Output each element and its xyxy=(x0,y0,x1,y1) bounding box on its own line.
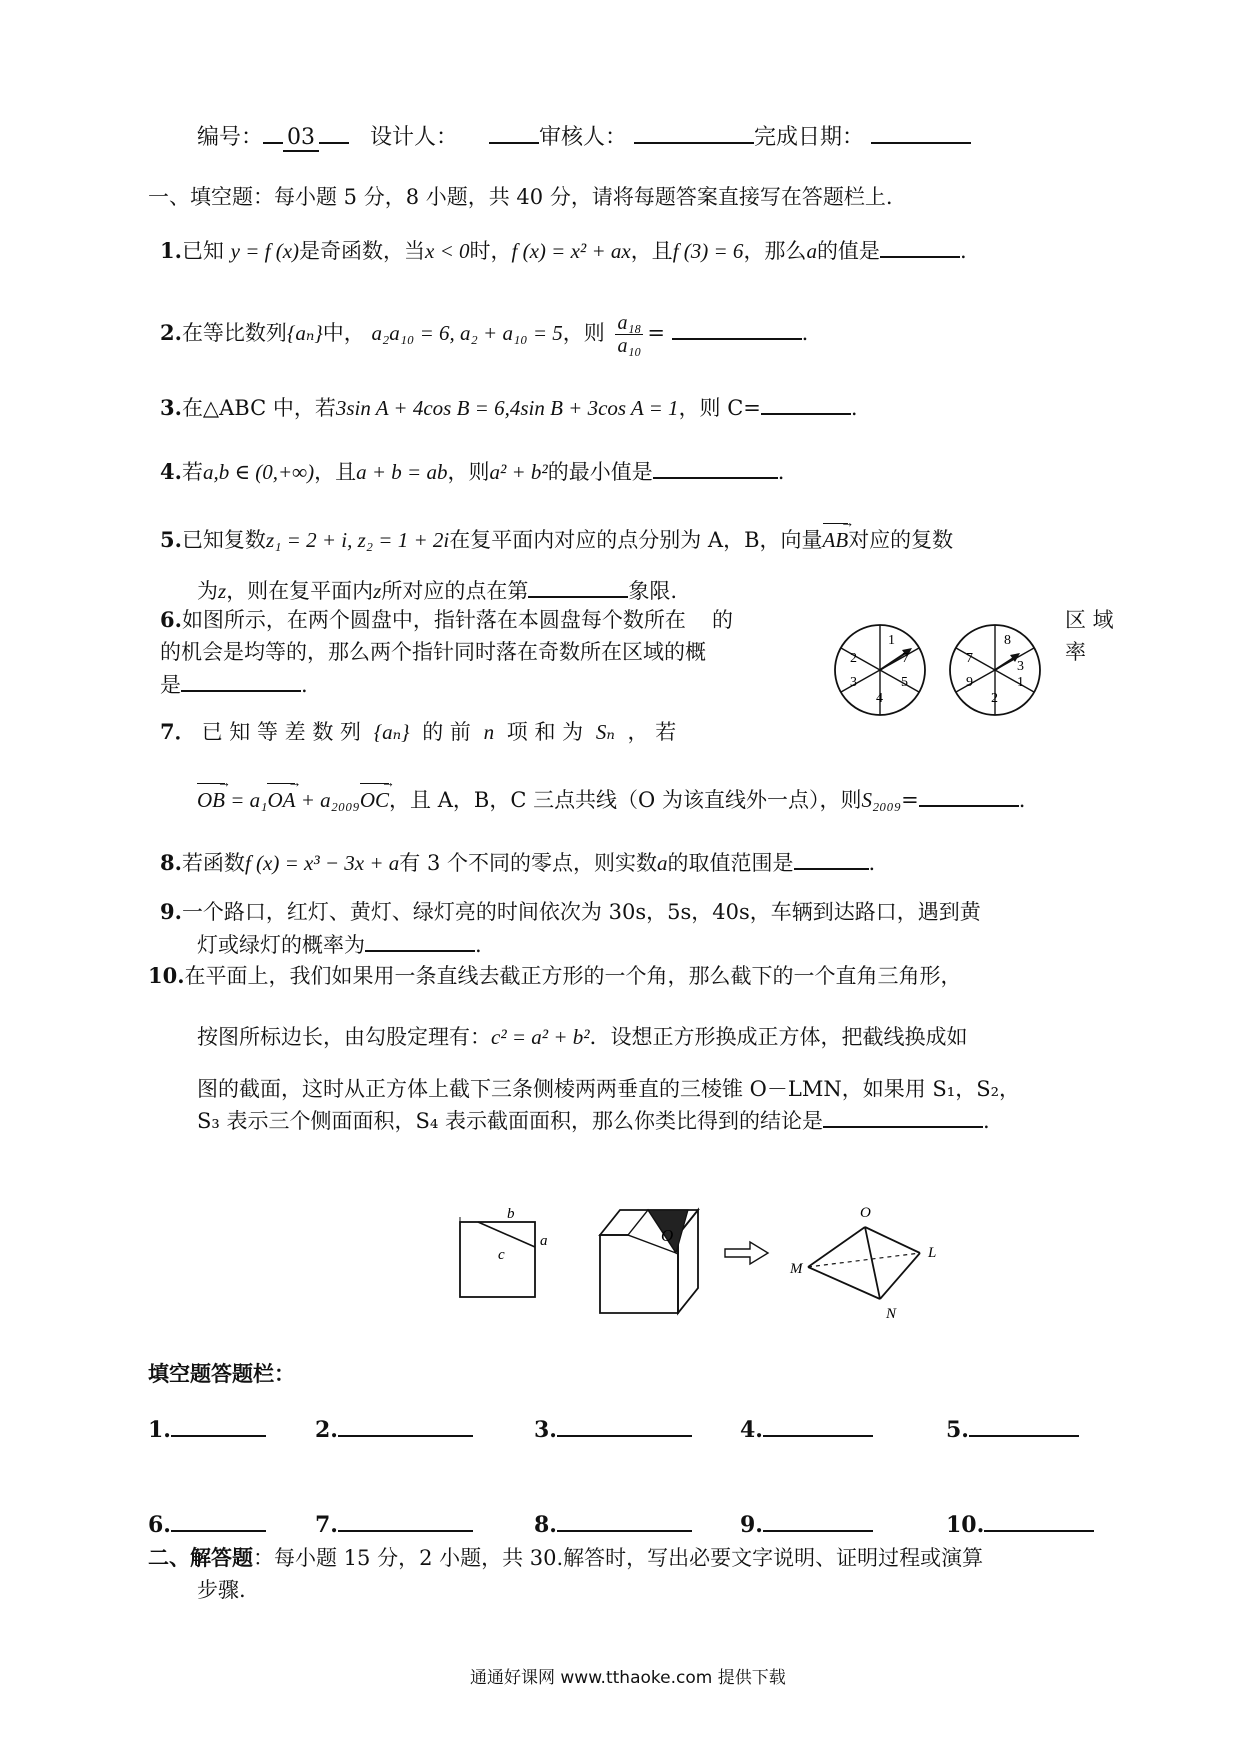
disc1-num-5: 5 xyxy=(901,675,908,690)
answer-slot-7[interactable]: 7. xyxy=(315,1508,473,1538)
vector-ob: OB → xyxy=(197,786,225,814)
question-6-region-label: 区 域 xyxy=(1065,608,1114,632)
question-7-line2: OB → = a₁OA → + a₂₀₀₉OC →，且 A，B，C 三点共线（O 为该直线外一点），则S₂₀₀₉= . xyxy=(197,785,1025,814)
question-10-line1: 10.在平面上，我们如果用一条直线去截正方形的一个角，那么截下的一个直角三角形， xyxy=(148,963,962,988)
disc2-num-3: 3 xyxy=(1017,659,1024,674)
question-10-line4: S₃ 表示三个侧面面积，S₄ 表示截面面积，那么你类比得到的结论是 . xyxy=(197,1106,990,1135)
question-10-line2: 按图所标边长，由勾股定理有：c² = a² + b²．设想正方形换成正方体，把截线换成如 xyxy=(197,1025,968,1049)
section2-line2: 步骤. xyxy=(197,1578,246,1602)
disc1-num-1: 1 xyxy=(888,633,895,648)
disc-2 xyxy=(950,625,1040,715)
question-2: 2.在等比数列{aₙ}中， a₂a₁₀ = 6, a₂ + a₁₀ = 5，则 $\frac{\text{a₁₈}}{\text{a₁₀}}$ = . xyxy=(160,312,809,357)
question-4: 4.若a,b ∈ (0,+∞)，且a + b = ab，则a² + b²的最小值是 . xyxy=(160,459,785,484)
answer-slot-9[interactable]: 9. xyxy=(740,1508,873,1538)
answer-bar-title: 填空题答题栏： xyxy=(148,1361,295,1386)
question-9-line2: 灯或绿灯的概率为 . xyxy=(197,930,482,959)
q9-answer-blank[interactable] xyxy=(365,930,475,952)
answer-slot-6[interactable]: 6. xyxy=(148,1508,266,1538)
square-label-c: c xyxy=(498,1247,505,1263)
tetra-label-l: L xyxy=(928,1245,937,1261)
number-value: 03 xyxy=(283,125,319,152)
vector-ab: AB → xyxy=(823,526,849,554)
answer-slot-8[interactable]: 8. xyxy=(534,1508,692,1538)
question-6-rate-label: 率 xyxy=(1065,640,1086,664)
section1-title: 一、填空题：每小题 5 分，8 小题，共 40 分，请将每题答案直接写在答题栏上. xyxy=(148,185,893,209)
question-5-line2: 为z，则在复平面内z所对应的点在第 象限. xyxy=(197,576,677,605)
answer-slot-2[interactable]: 2. xyxy=(315,1413,473,1443)
question-6-line1: 6.如图所示，在两个圆盘中，指针落在本圆盘每个数所在 的 xyxy=(160,607,733,632)
disc1-num-4: 4 xyxy=(876,691,883,706)
square-label-a: a xyxy=(540,1233,548,1249)
number-label: 编号： xyxy=(197,125,264,150)
q10-answer-blank[interactable] xyxy=(823,1106,983,1128)
disc-1 xyxy=(835,625,925,715)
disc2-num-2: 2 xyxy=(991,691,998,706)
square-figure xyxy=(460,1206,548,1297)
q2-fraction: $\frac{\text{a₁₈}}{\text{a₁₀}}$ xyxy=(617,312,642,357)
answer-slot-4[interactable]: 4. xyxy=(740,1413,873,1443)
disc2-num-7: 7 xyxy=(966,651,973,666)
spinner-discs-figure xyxy=(832,620,1052,720)
designer-label: 设计人： xyxy=(370,125,459,150)
arrow-figure xyxy=(725,1242,768,1264)
q5-answer-blank[interactable] xyxy=(528,576,628,598)
disc1-num-2: 2 xyxy=(850,651,857,666)
q6-answer-blank[interactable] xyxy=(181,670,301,692)
cube-label-o: O xyxy=(661,1226,674,1245)
reviewer-label: 审核人： xyxy=(539,125,628,150)
question-7-line1: 7． 已 知 等 差 数 列 {aₙ} 的 前 n 项 和 为 Sₙ ， 若 xyxy=(160,719,677,744)
date-blank[interactable] xyxy=(871,122,971,144)
answer-slot-3[interactable]: 3. xyxy=(534,1413,692,1443)
vector-oc: OC → xyxy=(360,786,389,814)
footer-text: 通通好课网 www.tthaoke.com 提供下载 xyxy=(470,1668,786,1688)
q8-answer-blank[interactable] xyxy=(794,848,869,870)
vector-oa: OA → xyxy=(267,786,295,814)
reviewer-blank[interactable] xyxy=(634,122,754,144)
designer-blank[interactable] xyxy=(489,122,539,144)
section2-line1: 二、解答题：每小题 15 分，2 小题，共 30.解答时，写出必要文字说明、证明过程或演算 xyxy=(148,1545,984,1570)
question-1: 1.已知 y = f (x)是奇函数，当x < 0时，f (x) = x² + ax，且f (3) = 6，那么a的值是 . xyxy=(160,238,967,263)
tetra-label-o: O xyxy=(860,1205,871,1221)
cube-figure xyxy=(600,1210,698,1313)
disc2-num-1: 1 xyxy=(1017,675,1024,690)
square-label-b: b xyxy=(507,1206,515,1222)
section2-title: 二、解答题 xyxy=(148,1545,253,1570)
tetra-label-n: N xyxy=(886,1306,897,1322)
question-3: 3.在△ABC 中，若3sin A + 4cos B = 6,4sin B + 3cos A = 1，则 C= . xyxy=(160,395,858,420)
square-cube-tetra-figure xyxy=(450,1195,970,1330)
q1-answer-blank[interactable] xyxy=(880,236,960,258)
answer-slot-5[interactable]: 5. xyxy=(946,1413,1079,1443)
answer-slot-1[interactable]: 1. xyxy=(148,1413,266,1443)
q4-answer-blank[interactable] xyxy=(653,457,778,479)
q7-answer-blank[interactable] xyxy=(919,785,1019,807)
disc2-num-8: 8 xyxy=(1004,633,1011,648)
date-label: 完成日期： xyxy=(754,125,865,150)
question-5-line1: 5.已知复数z₁ = 2 + i, z₂ = 1 + 2i在复平面内对应的点分别为 A，B，向量AB →对应的复数 xyxy=(160,526,953,554)
question-6-line2: 的机会是均等的，那么两个指针同时落在奇数所在区域的概 xyxy=(160,640,706,664)
question-9-line1: 9.一个路口，红灯、黄灯、绿灯亮的时间依次为 30s，5s，40s，车辆到达路口，遇到黄 xyxy=(160,899,981,924)
disc2-num-9: 9 xyxy=(966,675,973,690)
header-line xyxy=(197,122,971,152)
tetra-label-m: M xyxy=(790,1261,803,1277)
question-10-line3: 图的截面，这时从正方体上截下三条侧棱两两垂直的三棱锥 O－LMN，如果用 S₁，S₂， xyxy=(197,1077,1020,1101)
question-8: 8.若函数f (x) = x³ − 3x + a有 3 个不同的零点，则实数a的取值范围是 . xyxy=(160,850,876,875)
disc1-num-7: 7 xyxy=(902,651,909,666)
question-6-line3: 是 . xyxy=(160,670,308,699)
disc1-num-3: 3 xyxy=(850,675,857,690)
tetrahedron-figure xyxy=(789,1205,936,1322)
q2-answer-blank[interactable] xyxy=(672,318,802,340)
answer-slot-10[interactable]: 10. xyxy=(946,1508,1094,1538)
q3-answer-blank[interactable] xyxy=(761,393,851,415)
